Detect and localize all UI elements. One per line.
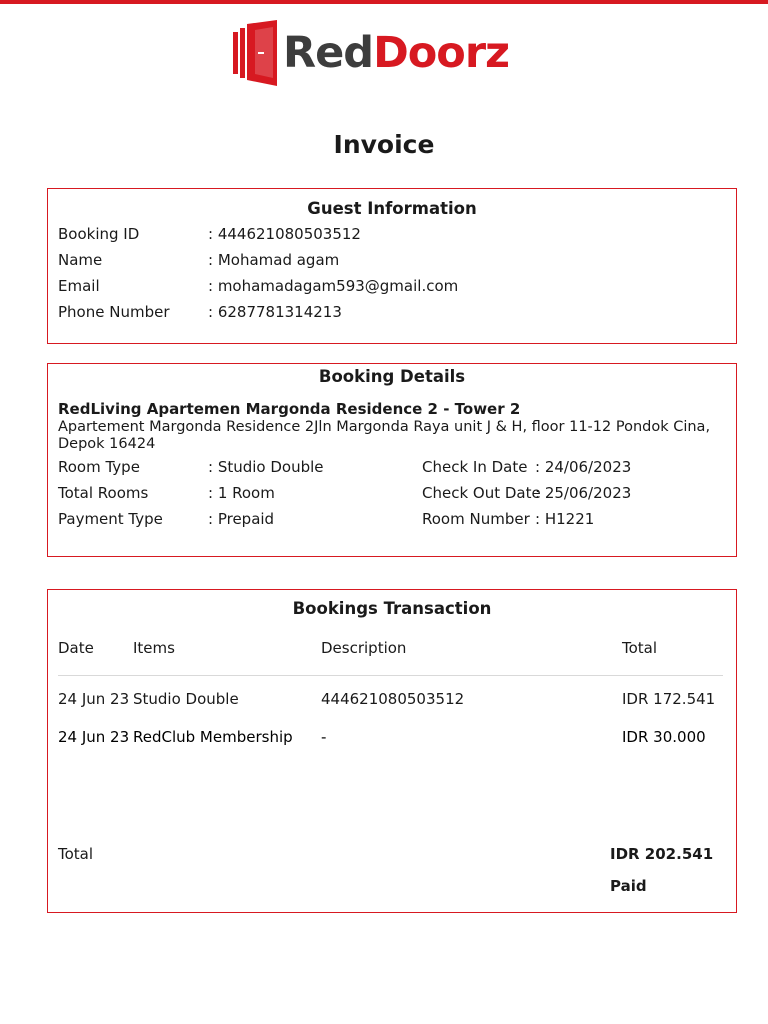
total-value: IDR 202.541 (610, 845, 714, 863)
booking-id-label: Booking ID (58, 225, 140, 243)
room-type-value: : Studio Double (208, 458, 324, 476)
payment-type-value: : Prepaid (208, 510, 275, 528)
name-value: : Mohamad agam (208, 251, 340, 269)
total-rooms-value: : 1 Room (208, 484, 275, 502)
email-label: Email (58, 277, 100, 295)
check-out-value: : 25/06/2023 (535, 484, 632, 502)
booking-details-heading: Booking Details (318, 367, 466, 386)
row1-total: IDR 172.541 (622, 690, 716, 708)
hotel-address-line2: Depok 16424 (58, 436, 156, 452)
column-header-total: Total (622, 639, 658, 657)
check-in-value: : 24/06/2023 (535, 458, 632, 476)
bookings-transaction-heading: Bookings Transaction (292, 599, 492, 618)
column-header-description: Description (321, 639, 407, 657)
top-border (0, 0, 768, 4)
name-label: Name (58, 251, 103, 269)
phone-value: : 6287781314213 (208, 303, 342, 321)
hotel-address-line1: Apartement Margonda Residence 2Jln Margonda Raya unit J & H, floor 11-12 Pondok Cina, (58, 419, 711, 435)
booking-details-box (47, 363, 737, 557)
door-icon (231, 20, 281, 86)
hotel-name: RedLiving Apartemen Margonda Residence 2 - Tower 2 (58, 400, 521, 418)
column-header-items: Items (133, 639, 175, 657)
row2-item: RedClub Membership (133, 728, 293, 746)
room-type-label: Room Type (58, 458, 140, 476)
check-out-label: Check Out Date (422, 484, 541, 502)
booking-id-value: : 444621080503512 (208, 225, 361, 243)
row2-total: IDR 30.000 (622, 728, 706, 746)
logo-doorz-text: Doorz (373, 28, 510, 78)
email-value: : mohamadagam593@gmail.com (208, 277, 459, 295)
row2-date: 24 Jun 23 (58, 728, 130, 746)
room-number-label: Room Number (422, 510, 530, 528)
guest-information-heading: Guest Information (307, 199, 477, 218)
phone-label: Phone Number (58, 303, 170, 321)
row1-item: Studio Double (133, 690, 239, 708)
logo-red-text: Red (283, 28, 374, 78)
check-in-label: Check In Date (422, 458, 528, 476)
row2-description: - (321, 728, 327, 746)
room-number-value: : H1221 (535, 510, 595, 528)
payment-status: Paid (610, 877, 647, 895)
payment-type-label: Payment Type (58, 510, 163, 528)
guest-information-box (47, 188, 737, 344)
column-header-date: Date (58, 639, 94, 657)
reddoorz-logo (231, 18, 510, 90)
logo-wordmark (283, 28, 509, 78)
bookings-transaction-box (47, 589, 737, 913)
total-label: Total (58, 845, 94, 863)
total-rooms-label: Total Rooms (58, 484, 149, 502)
page-title: Invoice (333, 130, 435, 159)
row1-date: 24 Jun 23 (58, 690, 130, 708)
row1-description: 444621080503512 (321, 690, 465, 708)
header-divider (58, 675, 723, 676)
